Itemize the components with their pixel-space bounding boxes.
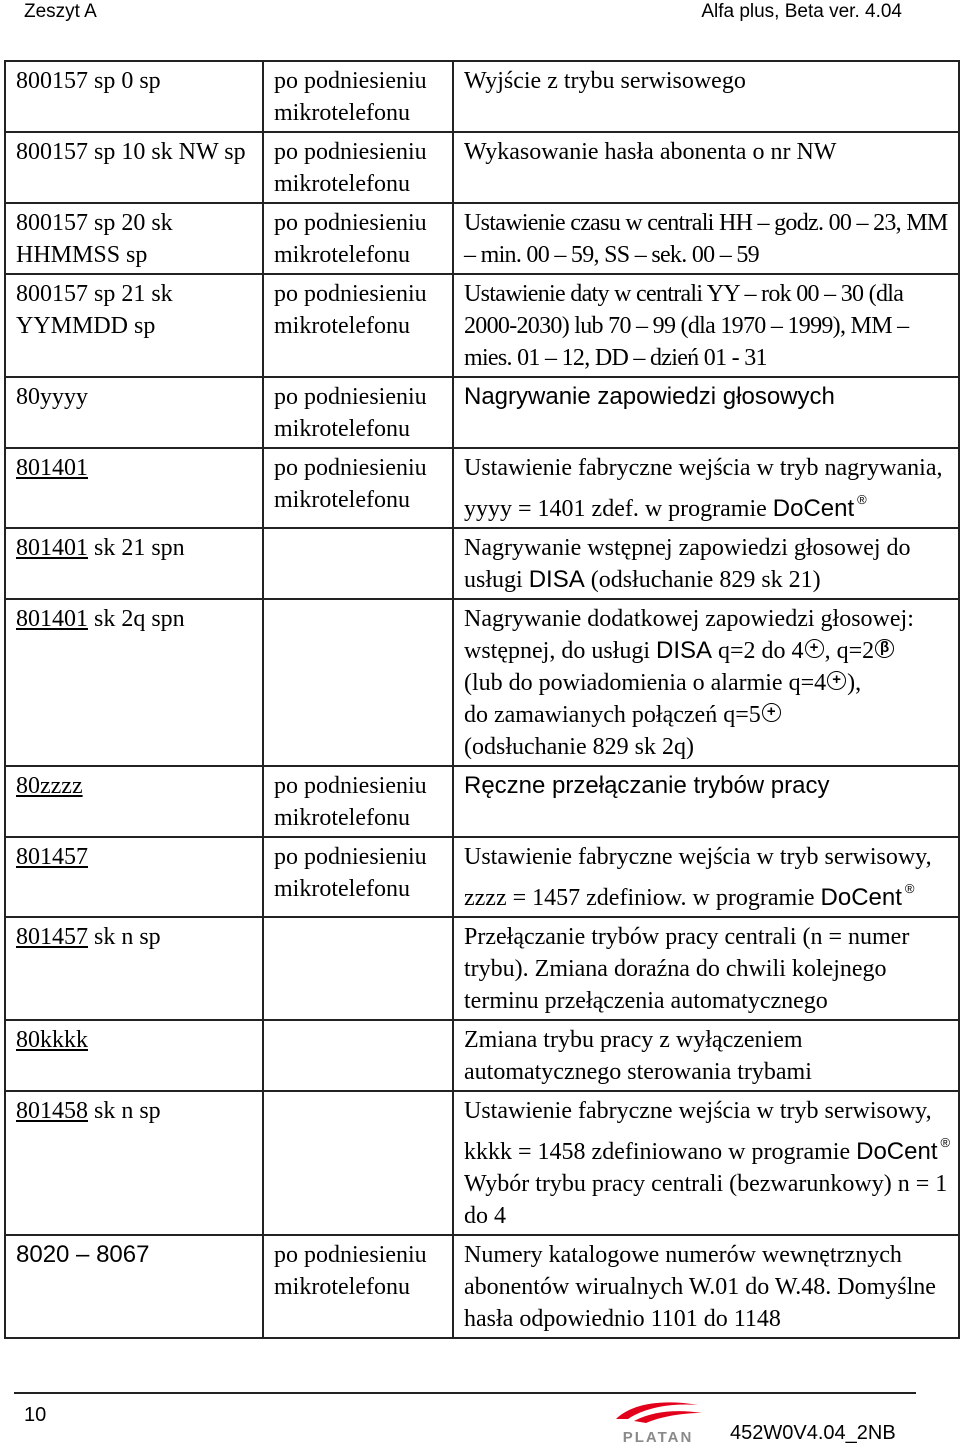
- code-cell: 8020 – 8067: [5, 1235, 263, 1338]
- table-row: [5, 132, 959, 203]
- description-cell: [453, 448, 959, 528]
- code-rest: sk 21 spn: [88, 535, 185, 561]
- desc-text-2: (odsłuchanie 829 sk 21): [590, 567, 821, 593]
- code-underlined: 80kkkk: [16, 1027, 88, 1053]
- condition-cell: po podniesieniu mikrotelefonu: [263, 61, 453, 132]
- desc-text-2: Wybór trybu pracy centrali (bezwarunkowy) n = 1 do 4: [464, 1171, 948, 1229]
- table-row: [5, 61, 959, 132]
- footer-divider: [14, 1392, 916, 1394]
- desc-line-1: Nagrywanie dodatkowej zapowiedzi głosowej:: [464, 606, 914, 632]
- desc-part: wstępnej, do usługi: [464, 638, 650, 664]
- condition-cell: [263, 528, 453, 599]
- code-cell: 800157 sp 0 sp: [5, 61, 263, 132]
- condition-cell: po podniesieniu mikrotelefonu: [263, 766, 453, 837]
- plus-circle-icon: +: [827, 671, 846, 690]
- table-row: [5, 1235, 959, 1338]
- header-left: Zeszyt A: [24, 1, 97, 22]
- condition-cell: [263, 599, 453, 766]
- code-underlined: 80zzzz: [16, 773, 83, 799]
- docent-name: DoCent: [856, 1138, 938, 1165]
- desc-line-3: [464, 667, 952, 699]
- code-underlined: 801458: [16, 1098, 88, 1124]
- description-cell: [453, 1091, 959, 1235]
- code-cell: [5, 599, 263, 766]
- condition-cell: po podniesieniu mikrotelefonu: [263, 1235, 453, 1338]
- code-underlined: 801401: [16, 455, 88, 481]
- description-cell: Przełączanie trybów pracy centrali (n = numer trybu). Zmiana doraźna do chwili kolejnego terminu przełączenia automatycznego: [453, 917, 959, 1020]
- condition-cell: po podniesieniu mikrotelefonu: [263, 837, 453, 917]
- description-cell: Nagrywanie zapowiedzi głosowych: [453, 377, 959, 448]
- disa-name: DISA: [528, 566, 585, 593]
- code-underlined: 801457: [16, 924, 88, 950]
- desc-line-5: (odsłuchanie 829 sk 2q): [464, 734, 694, 760]
- table-row: [5, 274, 959, 377]
- plus-circle-icon: +: [805, 639, 824, 658]
- code-cell: [5, 1020, 263, 1091]
- code-rest: sk 2q spn: [88, 606, 185, 632]
- disa-name: DISA: [656, 637, 713, 664]
- registered-mark: ®: [940, 1135, 951, 1150]
- condition-cell: po podniesieniu mikrotelefonu: [263, 203, 453, 274]
- code-underlined: 801457: [16, 844, 88, 870]
- description-cell: Ustawienie daty w centrali YY – rok 00 – 30 (dla 2000-2030) lub 70 – 99 (dla 1970 – 1999), MM – mies. 01 – 12, DD – dzień 01 - 31: [453, 274, 959, 377]
- condition-cell: [263, 1091, 453, 1235]
- logo-text: PLATAN: [622, 1429, 694, 1445]
- desc-part: , q=2: [824, 638, 875, 664]
- condition-cell: po podniesieniu mikrotelefonu: [263, 448, 453, 528]
- code-cell: 800157 sp 20 sk HHMMSS sp: [5, 203, 263, 274]
- description-cell: [453, 837, 959, 917]
- code-rest: sk n sp: [88, 924, 161, 950]
- header-right: Alfa plus, Beta ver. 4.04: [701, 1, 902, 22]
- description-cell: Zmiana trybu pracy z wyłączeniem automatycznego sterowania trybami: [453, 1020, 959, 1091]
- code-cell: [5, 448, 263, 528]
- desc-part: q=2 do 4: [718, 638, 804, 664]
- table-row: [5, 837, 959, 917]
- table-row: [5, 1020, 959, 1091]
- plus-circle-icon: +: [762, 703, 781, 722]
- document-id: 452W0V4.04_2NB: [730, 1422, 896, 1444]
- description-cell: [453, 528, 959, 599]
- description-cell: Wykasowanie hasła abonenta o nr NW: [453, 132, 959, 203]
- code-cell: 800157 sp 21 sk YYMMDD sp: [5, 274, 263, 377]
- registered-mark: ®: [904, 881, 915, 896]
- desc-text: Ustawienie fabryczne wejścia w tryb nagrywania, yyyy = 1401 zdef. w programie: [464, 455, 943, 522]
- code-underlined: 801401: [16, 535, 88, 561]
- code-cell: 800157 sp 10 sk NW sp: [5, 132, 263, 203]
- description-cell: Ustawienie czasu w centrali HH – godz. 00 – 23, MM – min. 00 – 59, SS – sek. 00 – 59: [453, 203, 959, 274]
- code-cell: [5, 837, 263, 917]
- code-cell: 80yyyy: [5, 377, 263, 448]
- table-row: [5, 528, 959, 599]
- code-table: [4, 60, 960, 1339]
- docent-name: DoCent: [820, 884, 902, 911]
- description-cell: Numery katalogowe numerów wewnętrznych abonentów wirualnych W.01 do W.48. Domyślne hasła odpowiednio 1101 do 1148: [453, 1235, 959, 1338]
- page-header: [0, 0, 960, 24]
- registered-mark: ®: [857, 492, 867, 507]
- platan-logo: [602, 1397, 714, 1445]
- desc-line-2: [464, 635, 952, 667]
- code-cell: [5, 1091, 263, 1235]
- condition-cell: po podniesieniu mikrotelefonu: [263, 377, 453, 448]
- description-cell: [453, 599, 959, 766]
- desc-part: do zamawianych połączeń q=5: [464, 702, 761, 728]
- condition-cell: po podniesieniu mikrotelefonu: [263, 132, 453, 203]
- page-number: 10: [24, 1404, 47, 1426]
- desc-line-4: [464, 699, 952, 731]
- desc-part: (lub do powiadomienia o alarmie q=4: [464, 670, 827, 696]
- table-row: [5, 1091, 959, 1235]
- table-row: [5, 917, 959, 1020]
- code-underlined: 801401: [16, 606, 88, 632]
- description-cell: Ręczne przełączanie trybów pracy: [453, 766, 959, 837]
- code-cell: [5, 917, 263, 1020]
- desc-text: Ustawienie fabryczne wejścia w tryb serwisowy, kkkk = 1458 zdefiniowano w programie: [464, 1098, 932, 1165]
- docent-name: DoCent: [772, 495, 855, 522]
- code-rest: sk n sp: [88, 1098, 161, 1124]
- desc-text: Nagrywanie wstępnej zapowiedzi głosowej do usługi: [464, 535, 911, 593]
- table-row: [5, 766, 959, 837]
- code-cell: [5, 528, 263, 599]
- table-row: [5, 599, 959, 766]
- condition-cell: [263, 917, 453, 1020]
- desc-text: Ustawienie fabryczne wejścia w tryb serwisowy, zzzz = 1457 zdefiniow. w programie: [464, 844, 932, 911]
- condition-cell: po podniesieniu mikrotelefonu: [263, 274, 453, 377]
- table-row: [5, 448, 959, 528]
- code-cell: [5, 766, 263, 837]
- description-cell: Wyjście z trybu serwisowego: [453, 61, 959, 132]
- beta-circle-icon: β: [875, 639, 894, 658]
- table-row: [5, 203, 959, 274]
- table-row: [5, 377, 959, 448]
- desc-part: ),: [847, 670, 862, 696]
- condition-cell: [263, 1020, 453, 1091]
